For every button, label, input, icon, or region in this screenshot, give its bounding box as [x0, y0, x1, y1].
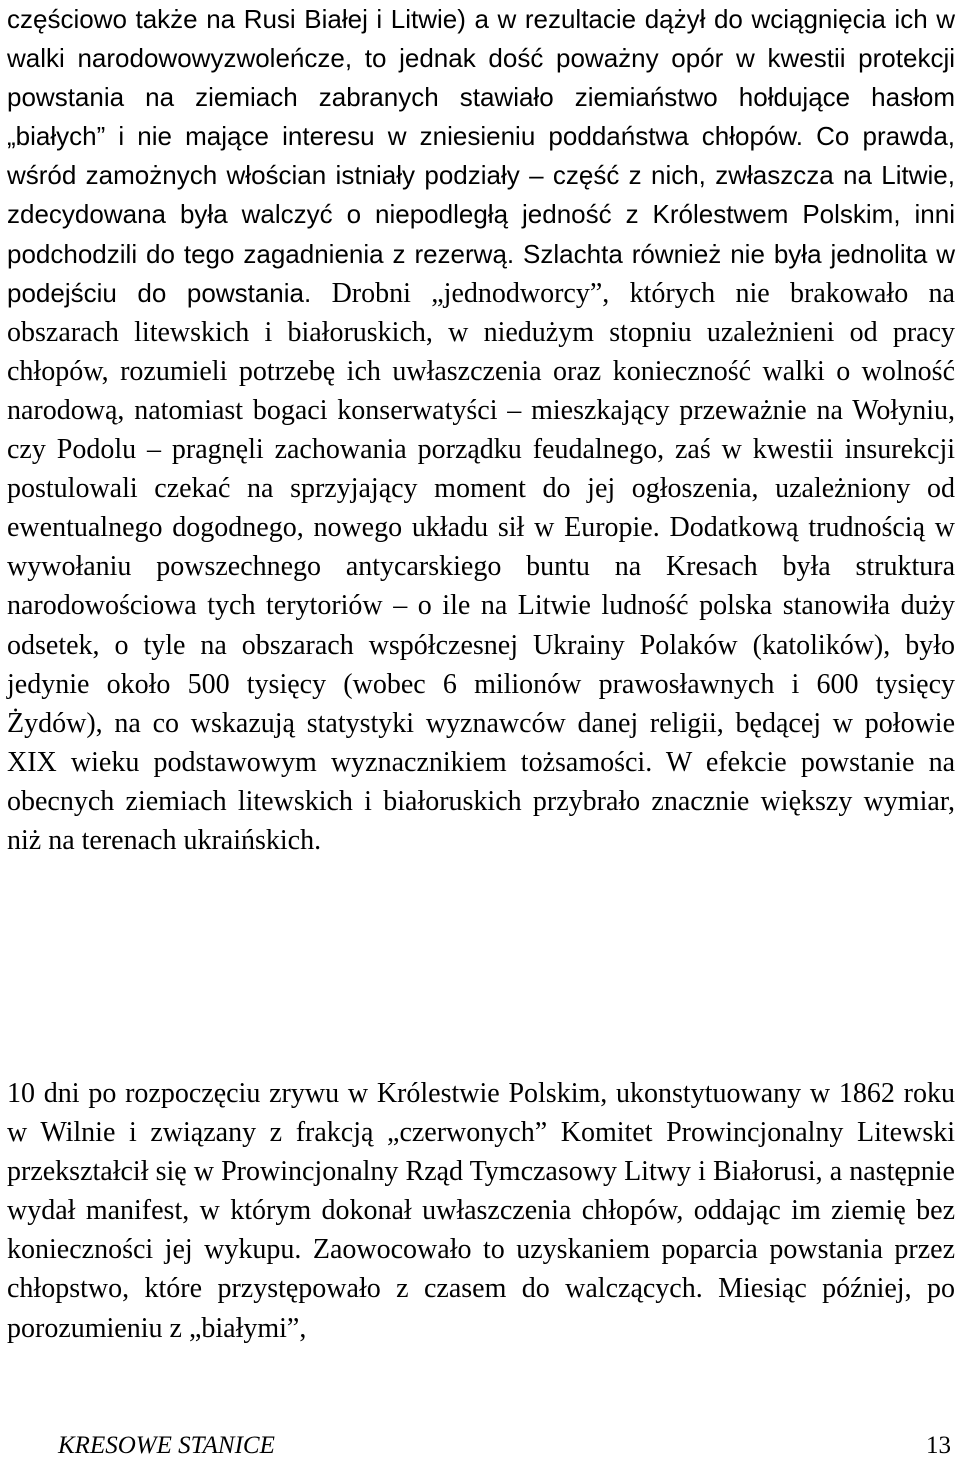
- paragraph-1-text-part-2: Drobni „jednodworcy”, których nie brakowało na obszarach litewskich i białoruskich, w niedużym stopniu uzależnieni od pracy chłopów, rozumieli potrzebę ich uwłaszczenia oraz konieczność walki o wolność narodową, natomiast bogaci konserwatyści – mieszkający przeważnie na Wołyniu, czy Podolu – pragnęli zachowania porządku feudalnego, zaś w kwestii insurekcji postulowali czekać na sprzyjający moment do jej ogłoszenia, uzależniony od ewentualnego dogodnego, nowego układu sił w Europie.: [7, 277, 955, 544]
- paragraph-1-text-part-1: częściowo także na Rusi Białej i Litwie) a w rezultacie dążył do wciągnięcia ich w walki narodowowyzwoleńcze, to jednak dość poważny opór w kwestii protekcji powstania na ziemiach zabranych stawiało ziemiaństwo hołdujące hasłom „białych” i nie mające interesu w zniesieniu poddaństwa chłopów. Co prawda, wśród zamożnych włościan istniały podziały – część z nich, zwłaszcza na Litwie, zdecydowana była walczyć o niepodległą jedność z Królestwem Polskim, inni podchodzili do tego zagadnienia z rezerwą. Szlachta również nie była jednolita w podejściu do powstania.: [7, 4, 955, 308]
- footer-divider: [52, 1426, 954, 1427]
- page-footer: [58, 1432, 951, 1462]
- running-title: KRESOWE STANICE: [58, 1432, 275, 1459]
- body-paragraph-2: 10 dni po rozpoczęciu zrywu w Królestwie Polskim, ukonstytuowany w 1862 roku w Wilnie i związany z frakcją „czerwonych” Komitet Prowincjonalny Litewski przekształcił się w Prowincjonalny Rząd Tymczasowy Litwy i Białorusi, a następnie wydał manifest, w którym dokonał uwłaszczenia chłopów, oddając im ziemię bez konieczności jej wykupu. Zaowocowało to uzyskaniem poparcia powstania przez chłopstwo, które przystępowało z czasem do walczących. Miesiąc później, po porozumieniu z „białymi”,: [7, 1078, 955, 1344]
- body-paragraph-1: [7, 0, 955, 860]
- page-number: 13: [926, 1432, 951, 1459]
- paragraph-1-text-part-3: Dodatkową trudnością w wywołaniu powszechnego antycarskiego buntu na Kresach była struktura narodowościowa tych terytoriów – o ile na Litwie ludność polska stanowiła duży odsetek, o tyle na obszarach współczesnej Ukrainy Polaków (katolików), było jedynie około 500 tysięcy (wobec 6 milionów prawosławnych i 600 tysięcy Żydów), na co wskazują statystyki wyznawców danej religii, będącej w połowie XIX wieku podstawowym wyznacznikiem tożsamości. W efekcie powstanie na obecnych ziemiach litewskich i białoruskich przybrało znacznie większy wymiar, niż na terenach ukraińskich.: [7, 512, 955, 856]
